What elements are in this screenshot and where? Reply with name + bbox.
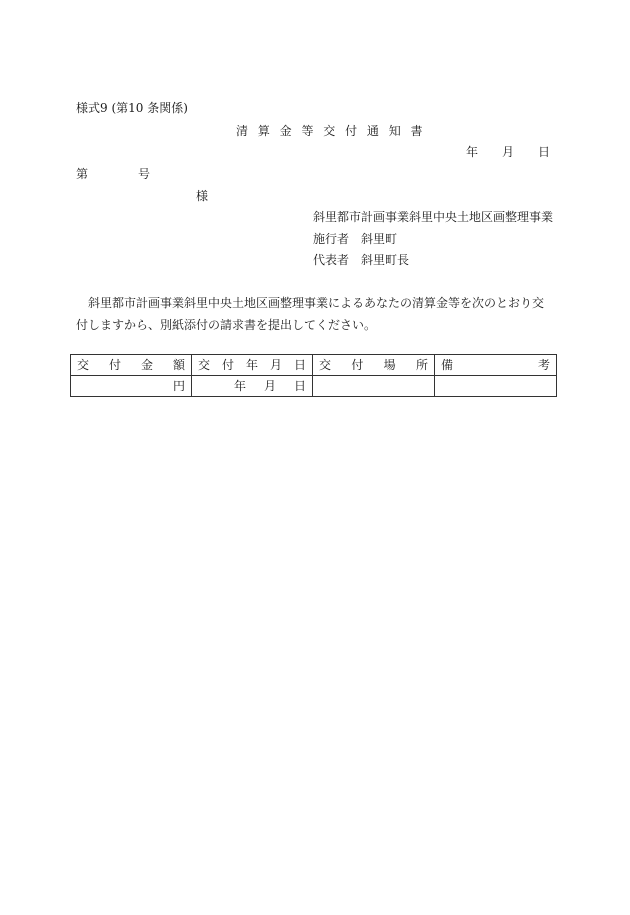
document-number (76, 167, 150, 181)
number-prefix: 第 (76, 167, 89, 181)
form-number-label: 様式9 (第10 条関係) (76, 101, 188, 115)
yen-unit: 円 (172, 378, 185, 393)
payment-details-table (70, 354, 557, 397)
amount-cell (71, 376, 192, 397)
issuer-executor: 施行者 斜里町 (313, 232, 398, 246)
header-payment-date: 交 付 年 月 日 (192, 355, 313, 376)
day-label: 日 (537, 145, 550, 159)
addressee-honorific: 様 (196, 189, 209, 203)
header-payment-amount: 交 付 金 額 (71, 355, 192, 376)
place-cell (313, 376, 435, 397)
remarks-cell (435, 376, 557, 397)
table-row (71, 376, 557, 397)
number-suffix: 号 (137, 167, 150, 181)
header-remarks: 備 考 (435, 355, 557, 376)
issuer-project-name: 斜里都市計画事業斜里中央土地区画整理事業 (313, 210, 554, 224)
issue-date (466, 145, 550, 159)
date-cell: 年 月 日 (192, 376, 313, 397)
document-title: 清 算 金 等 交 付 通 知 書 (236, 124, 426, 138)
month-label: 月 (501, 145, 514, 159)
year-label: 年 (466, 145, 479, 159)
notice-body-text: 斜里都市計画事業斜里中央土地区画整理事業によるあなたの清算金等を次のとおり交付しますから、別紙添付の請求書を提出してください。 (76, 296, 545, 332)
issuer-representative: 代表者 斜里町長 (313, 253, 410, 267)
header-payment-place: 交 付 場 所 (313, 355, 435, 376)
table-header-row (71, 355, 557, 376)
